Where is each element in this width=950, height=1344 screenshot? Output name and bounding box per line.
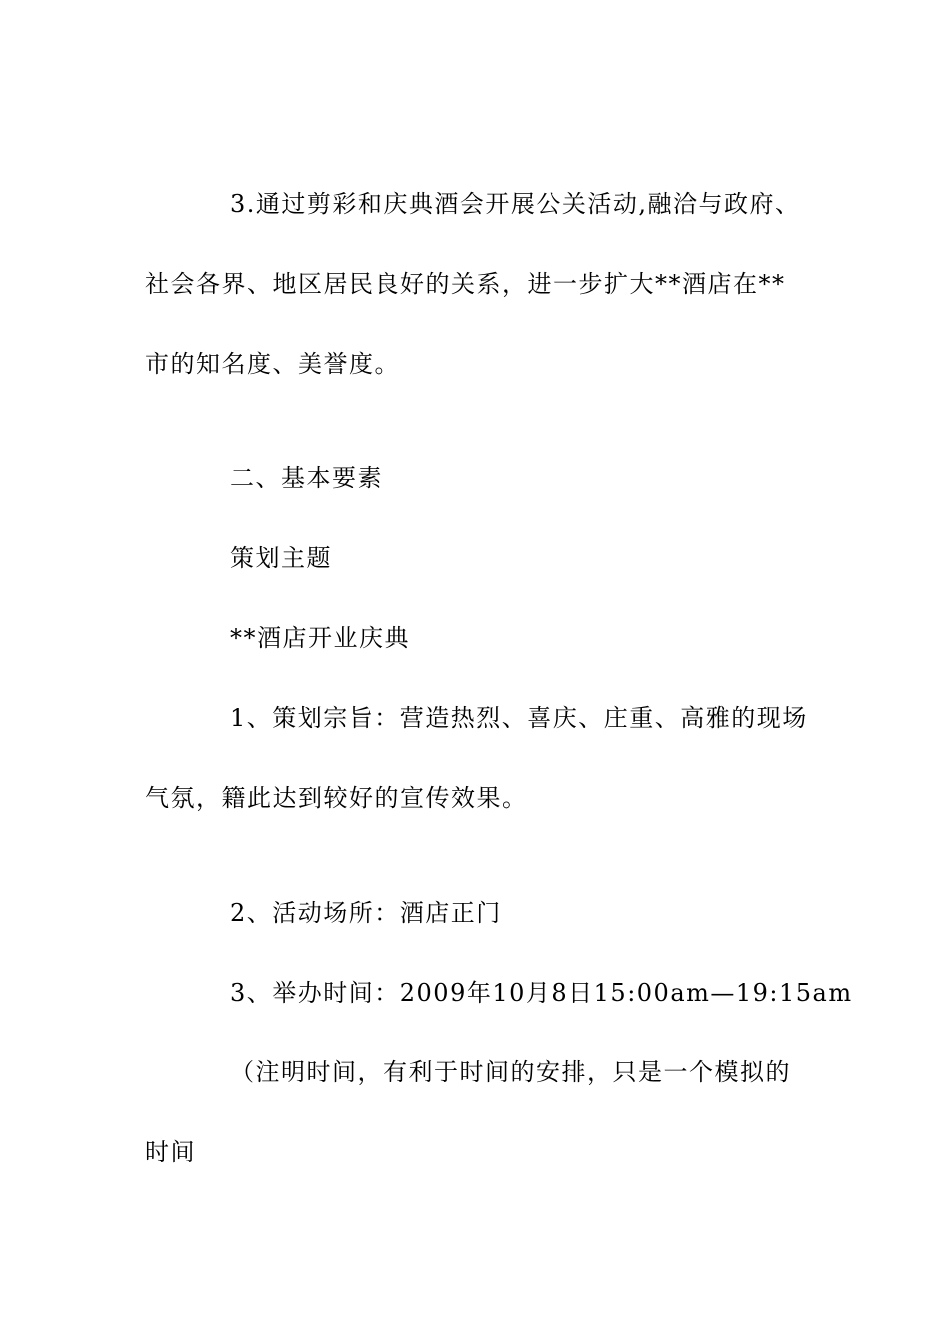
item-venue: 2、活动场所：酒店正门 [230, 899, 502, 927]
paragraph-objective-3: 3.通过剪彩和庆典酒会开展公关活动,融洽与政府、 [230, 190, 801, 218]
item-time: 3、举办时间：2009年10月8日15:00am—19:15am [230, 979, 853, 1007]
item-purpose: 1、策划宗旨：营造热烈、喜庆、庄重、高雅的现场 [230, 704, 808, 732]
note-time: （注明时间，有利于时间的安排，只是一个模拟的 [230, 1058, 791, 1086]
subheading-theme: 策划主题 [230, 544, 332, 572]
paragraph-objective-3-cont-2: 市的知名度、美誉度。 [145, 350, 400, 378]
note-time-cont: 时间 [145, 1138, 196, 1166]
paragraph-objective-3-cont-1: 社会各界、地区居民良好的关系，进一步扩大**酒店在** [145, 270, 786, 298]
theme-value: **酒店开业庆典 [230, 624, 410, 652]
item-purpose-cont: 气氛，籍此达到较好的宣传效果。 [145, 784, 528, 812]
section-heading-basic-elements: 二、基本要素 [230, 464, 383, 492]
